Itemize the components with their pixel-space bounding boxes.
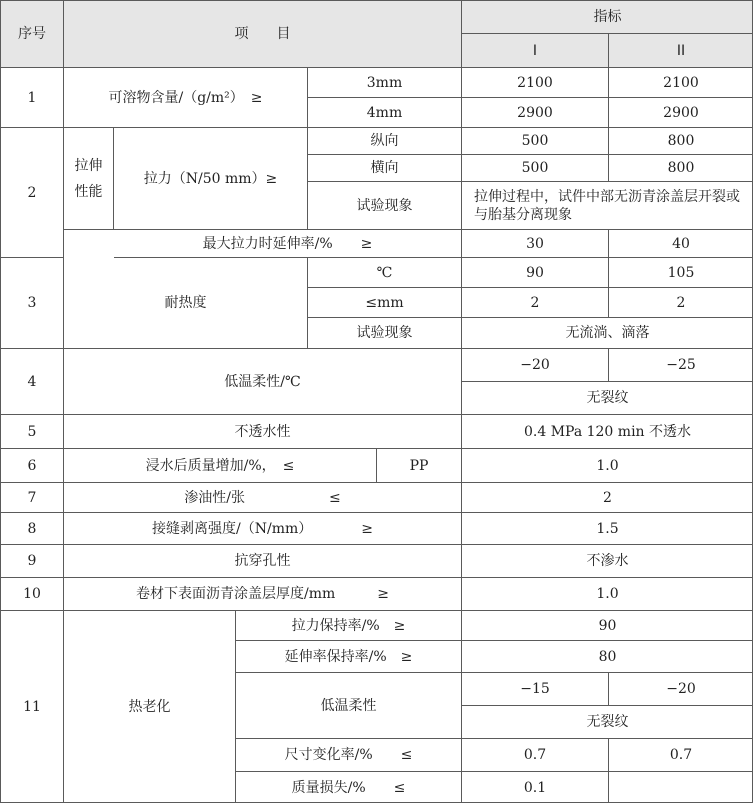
row-11-mass-loss — [236, 772, 462, 803]
row-5-no-text: 5 — [27, 423, 37, 440]
row-3-sub-phenomenon — [308, 318, 462, 349]
row-1-sub-4mm-text: 4mm — [366, 104, 403, 121]
row-1-no — [1, 68, 64, 128]
row-2-v1-transverse-text: 500 — [521, 160, 549, 176]
row-1-v2-4mm — [609, 98, 753, 128]
row-2-elong-v1-text: 30 — [526, 235, 544, 252]
header-grade-2 — [609, 34, 753, 68]
row-11-retention-tensile-text: 拉力保持率/% ≥ — [291, 617, 406, 634]
row-5-no — [1, 415, 64, 449]
row-11-dim-v2 — [609, 739, 753, 772]
row-10-value — [462, 578, 753, 611]
row-8-no — [1, 513, 64, 545]
row-1-label — [64, 68, 308, 128]
row-4-no — [1, 349, 64, 415]
row-2-sub-phenomenon-text: 试验现象 — [356, 197, 413, 214]
row-2-elong-label — [114, 230, 462, 258]
row-4-v1 — [462, 349, 609, 382]
row-11-mass-v1 — [462, 772, 609, 803]
row-3-v2-celsius — [609, 258, 753, 288]
row-11-retention-tensile-value-text: 90 — [598, 617, 617, 634]
header-item-text: 项 目 — [234, 26, 291, 42]
row-11-lowtemp — [236, 673, 462, 739]
row-10-value-text: 1.0 — [596, 586, 619, 602]
row-11-label-text: 热老化 — [128, 699, 171, 715]
row-2-tensile — [114, 128, 308, 230]
row-11-mass-v2 — [609, 772, 753, 803]
row-11-lowtemp-v2 — [609, 673, 753, 706]
row-10-label-text: 卷材下表面沥青涂盖层厚度/mm ≥ — [136, 586, 389, 602]
row-9-label-text: 抗穿孔性 — [234, 553, 291, 569]
row-4-note-text: 无裂纹 — [586, 390, 629, 406]
row-3-v1-celsius — [462, 258, 609, 288]
header-item — [64, 1, 462, 68]
row-11-mass-loss-text: 质量损失/% ≤ — [291, 779, 406, 796]
row-7-value-text: 2 — [603, 489, 612, 506]
row-10-label — [64, 578, 462, 611]
row-11-no — [1, 611, 64, 803]
row-2-tensile-text: 拉力（N/50 mm）≥ — [143, 170, 278, 187]
row-4-label — [64, 349, 462, 415]
row-2-phenomenon-text: 拉伸过程中，试件中部无沥青涂盖层开裂或与胎基分离现象 — [474, 188, 740, 223]
row-9-no-text: 9 — [27, 553, 37, 569]
row-2-phenomenon — [462, 182, 753, 230]
row-11-dim-v2-text: 0.7 — [669, 747, 693, 763]
row-2-group-text: 拉伸性能 — [74, 157, 103, 200]
row-3-v2-celsius-text: 105 — [667, 264, 695, 281]
row-7-label-text: 渗油性/张 ≤ — [184, 489, 341, 506]
row-9-no — [1, 545, 64, 578]
header-seq — [1, 1, 64, 68]
row-11-retention-elong-value-text: 80 — [598, 648, 617, 665]
row-4-v2 — [609, 349, 753, 382]
row-9-label — [64, 545, 462, 578]
row-11-lowtemp-v1-text: −15 — [520, 681, 550, 697]
row-2-v2-longitudinal-text: 800 — [667, 133, 695, 149]
row-1-v2-3mm-text: 2100 — [663, 74, 699, 91]
row-5-value-text: 0.4 MPa 120 min 不透水 — [523, 423, 692, 440]
row-5-label-text: 不透水性 — [234, 423, 291, 440]
row-8-label-text: 接缝剥离强度/（N/mm） ≥ — [152, 520, 373, 537]
row-3-sub-mm — [308, 288, 462, 318]
header-index-text: 指标 — [593, 9, 622, 25]
row-4-v1-text: −20 — [520, 357, 550, 373]
row-1-label-text: 可溶物含量/（g/m²） ≥ — [108, 89, 263, 106]
row-1-v1-3mm — [462, 68, 609, 98]
row-3-sub-phenomenon-text: 试验现象 — [356, 325, 413, 341]
row-11-retention-elong — [236, 641, 462, 673]
row-2-v2-transverse — [609, 155, 753, 182]
row-11-dim-change — [236, 739, 462, 772]
row-7-no-text: 7 — [27, 489, 37, 506]
row-2-v2-transverse-text: 800 — [667, 160, 695, 176]
row-2-v2-longitudinal — [609, 128, 753, 155]
row-3-phenomenon-text: 无流淌、滴落 — [565, 325, 650, 341]
row-1-v2-4mm-text: 2900 — [663, 104, 699, 121]
row-11-no-text: 11 — [23, 699, 41, 715]
row-1-v2-3mm — [609, 68, 753, 98]
header-seq-text: 序号 — [18, 26, 46, 42]
row-6-sub — [377, 449, 462, 483]
row-5-label — [64, 415, 462, 449]
row-7-label — [64, 483, 462, 513]
row-2-sub-transverse — [308, 155, 462, 182]
row-11-retention-tensile — [236, 611, 462, 641]
row-2-group — [64, 128, 114, 230]
row-1-sub-3mm — [308, 68, 462, 98]
row-9-value — [462, 545, 753, 578]
header-grade-1 — [462, 34, 609, 68]
row-11-dim-v1-text: 0.7 — [523, 747, 547, 763]
row-1-sub-3mm-text: 3mm — [366, 74, 403, 91]
row-1-sub-4mm — [308, 98, 462, 128]
row-1-v1-3mm-text: 2100 — [517, 74, 553, 91]
row-8-value — [462, 513, 753, 545]
row-3-v1-mm-text: 2 — [530, 294, 540, 311]
row-11-dim-v1 — [462, 739, 609, 772]
row-7-no — [1, 483, 64, 513]
row-6-value-text: 1.0 — [596, 457, 619, 474]
row-3-v1-celsius-text: 90 — [526, 264, 544, 281]
row-5-value — [462, 415, 753, 449]
row-11-retention-tensile-value — [462, 611, 753, 641]
row-3-no — [1, 258, 64, 349]
row-2-no — [1, 128, 64, 258]
row-3-v2-mm — [609, 288, 753, 318]
row-11-lowtemp-text: 低温柔性 — [320, 697, 377, 714]
row-11-lowtemp-v1 — [462, 673, 609, 706]
row-2-v1-longitudinal — [462, 128, 609, 155]
row-10-no-text: 10 — [23, 586, 41, 602]
header-index — [462, 1, 753, 34]
row-2-elong-v2 — [609, 230, 753, 258]
row-11-label — [64, 611, 236, 803]
row-1-v1-4mm — [462, 98, 609, 128]
row-9-value-text: 不渗水 — [586, 553, 629, 569]
row-3-v1-mm — [462, 288, 609, 318]
row-11-retention-elong-value — [462, 641, 753, 673]
row-3-sub-celsius — [308, 258, 462, 288]
row-2-v1-longitudinal-text: 500 — [521, 133, 549, 149]
row-4-no-text: 4 — [27, 373, 37, 390]
row-3-sub-celsius-text: ℃ — [376, 264, 393, 281]
row-11-dim-change-text: 尺寸变化率/% ≤ — [284, 747, 413, 763]
row-6-sub-text: PP — [409, 457, 429, 474]
row-3-sub-mm-text: ≤mm — [365, 294, 404, 311]
row-2-no-text: 2 — [27, 184, 37, 201]
row-4-note — [462, 382, 753, 415]
row-11-lowtemp-note-text: 无裂纹 — [586, 714, 629, 730]
row-2-sub-longitudinal-text: 纵向 — [370, 133, 399, 149]
row-6-no — [1, 449, 64, 483]
row-2-elong-v1 — [462, 230, 609, 258]
row-3-label-text: 耐热度 — [164, 295, 207, 311]
row-4-label-text: 低温柔性/℃ — [224, 373, 301, 390]
row-11-lowtemp-v2-text: −20 — [666, 681, 696, 697]
row-1-no-text: 1 — [27, 89, 37, 106]
row-4-v2-text: −25 — [666, 357, 696, 373]
row-11-retention-elong-text: 延伸率保持率/% ≥ — [284, 648, 413, 665]
row-2-elong-v2-text: 40 — [672, 235, 690, 252]
row-10-no — [1, 578, 64, 611]
row-2-sub-longitudinal — [308, 128, 462, 155]
row-3-phenomenon — [462, 318, 753, 349]
row-2-elong-label-text: 最大拉力时延伸率/% ≥ — [202, 235, 373, 252]
row-7-value — [462, 483, 753, 513]
row-2-v1-transverse — [462, 155, 609, 182]
header-grade-2-text: II — [676, 42, 686, 59]
row-6-no-text: 6 — [27, 457, 37, 474]
row-3-no-text: 3 — [27, 295, 37, 311]
row-8-value-text: 1.5 — [596, 520, 619, 537]
row-3-label — [64, 258, 308, 349]
header-grade-1-text: I — [532, 42, 538, 59]
row-6-label-text: 浸水后质量增加/%， ≤ — [145, 457, 295, 474]
row-6-label — [64, 449, 377, 483]
row-6-value — [462, 449, 753, 483]
row-2-sub-phenomenon — [308, 182, 462, 230]
row-8-no-text: 8 — [27, 520, 37, 537]
row-1-v1-4mm-text: 2900 — [517, 104, 553, 121]
row-11-lowtemp-note — [462, 706, 753, 739]
row-8-label — [64, 513, 462, 545]
row-2-sub-transverse-text: 横向 — [370, 160, 399, 176]
row-3-v2-mm-text: 2 — [676, 294, 686, 311]
row-11-mass-v1-text: 0.1 — [523, 779, 547, 796]
